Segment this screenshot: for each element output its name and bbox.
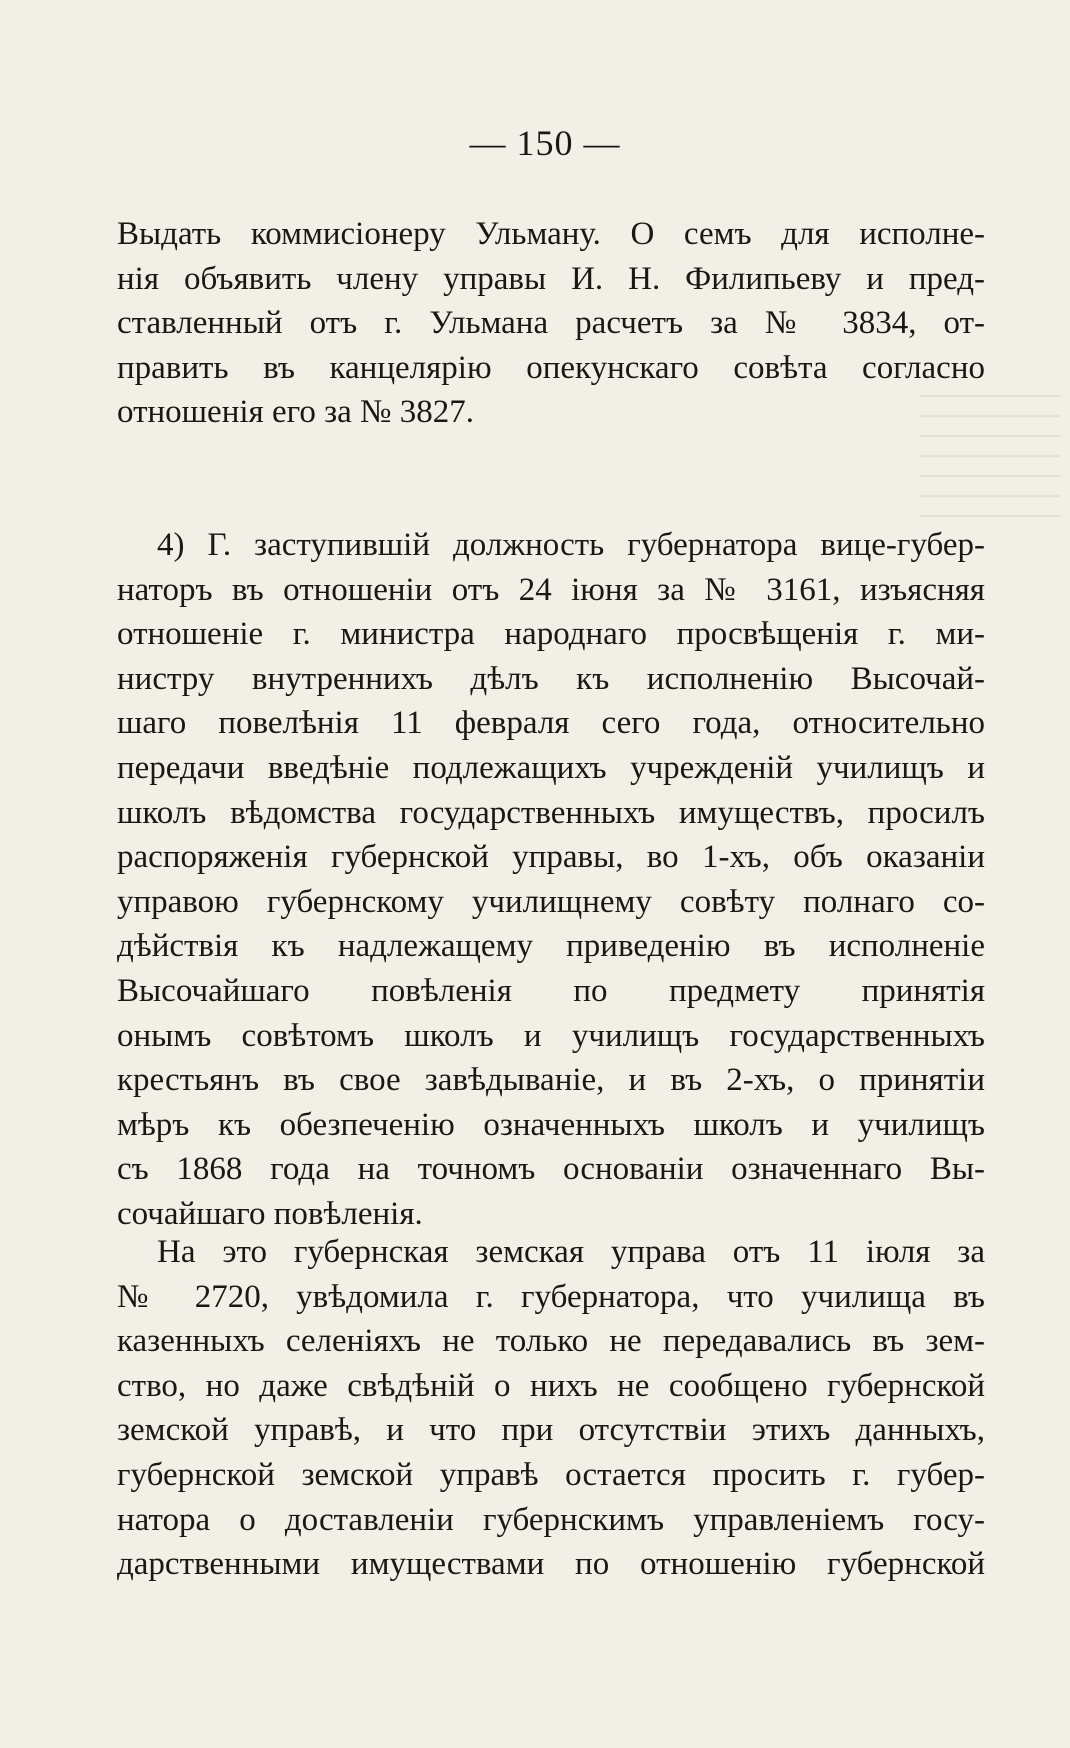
bleed-through-shadow [920,395,1060,535]
text-line: крестьянъ въ свое завѣдываніе, и въ 2-хъ, о принятіи [117,1062,985,1099]
text-line: сочайшаго повѣленія. [117,1195,423,1232]
text-line: ство, но даже свѣдѣній о нихъ не сообщено губернской [117,1367,985,1404]
text-line: На это губернская земская управа отъ 11 іюля за [157,1234,985,1270]
text-line: онымъ совѣтомъ школъ и училищъ государственныхъ [117,1017,985,1054]
text-line: № 2720, увѣдомила г. губернатора, что училища въ [117,1278,985,1315]
paragraph-1 [117,212,985,435]
text-line: шаго повелѣнія 11 февраля сего года, относительно [117,705,985,742]
text-line: школъ вѣдомства государственныхъ имуществъ, просилъ [117,794,985,831]
text-line: править въ канцелярію опекунскаго совѣта согласно [117,349,985,386]
text-line: Выдать коммисіонеру Ульману. О семъ для исполне- [117,216,985,252]
text-line: натора о доставленіи губернскимъ управленіемъ госу- [117,1501,985,1538]
text-line: наторъ въ отношеніи отъ 24 іюня за № 3161, изъясняя [117,571,985,608]
text-line: дарственными имуществами по отношенію губернской [117,1546,985,1583]
text-line: распоряженія губернской управы, во 1-хъ, объ оказаніи [117,839,985,876]
paragraph-2 [117,523,985,1237]
text-line: ставленный отъ г. Ульмана расчетъ за № 3834, от- [117,305,985,342]
text-line: казенныхъ селеніяхъ не только не передавались въ зем- [117,1323,985,1360]
text-line: нистру внутреннихъ дѣлъ къ исполненію Высочай- [117,660,985,697]
text-line: отношеніе г. министра народнаго просвѣщенія г. ми- [117,616,985,653]
text-line: нія объявить члену управы И. Н. Филипьеву и пред- [117,260,985,297]
paragraph-3 [117,1230,985,1587]
text-line: передачи введѣніе подлежащихъ учрежденій училищъ и [117,749,985,786]
text-line: 4) Г. заступившій должность губернатора вице-губер- [157,527,985,563]
text-line: губернской земской управѣ остается просить г. губер- [117,1456,985,1493]
text-line: отношенія его за № 3827. [117,394,474,431]
text-line: мѣръ къ обезпеченію означенныхъ школъ и училищъ [117,1106,985,1143]
text-line: управою губернскому училищнему совѣту полнаго со- [117,883,985,920]
text-line: земской управѣ, и что при отсутствіи этихъ данныхъ, [117,1412,985,1449]
text-line: съ 1868 года на точномъ основаніи означеннаго Вы- [117,1151,985,1188]
page-number: — 150 — [469,123,621,163]
text-line: дѣйствія къ надлежащему приведенію въ исполненіе [117,928,985,965]
text-line: Высочайшаго повѣленія по предмету принятія [117,972,985,1009]
